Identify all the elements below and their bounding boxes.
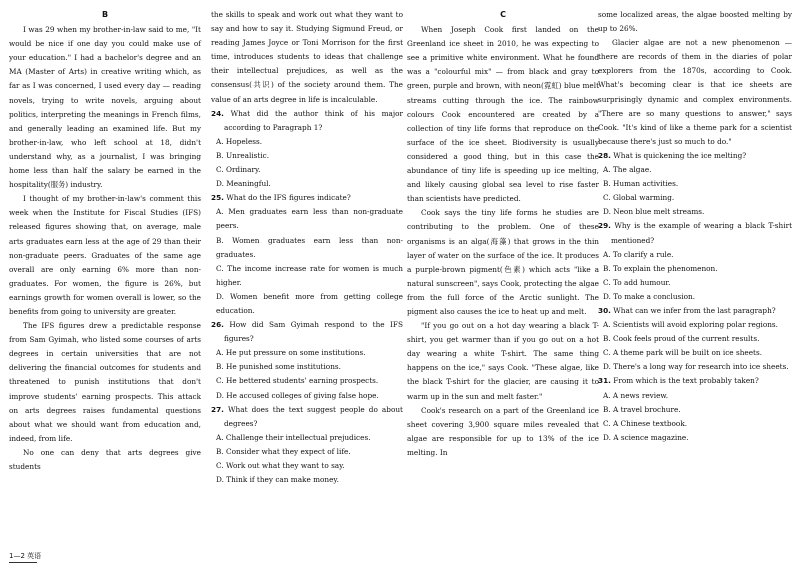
passage-b-paragraph-4: No one can deny that arts degrees give students bbox=[9, 447, 201, 471]
option-d: D. To make a conclusion. bbox=[603, 291, 696, 301]
option-d: D. Meaningful. bbox=[216, 179, 271, 189]
question-25 bbox=[211, 191, 403, 318]
passage-c-paragraph-3: "If you go out on a hot day wearing a black T-shirt, you get warmer than if you go out on a hot day wearing a white T-shirt. The same thing happens on the ice," says Cook. "These algae, like the black T-shirt for the glacier, are causing it to warm up in the sun and melt faster." bbox=[407, 321, 599, 401]
question-number: 27. bbox=[211, 404, 224, 414]
option-b: B. Unrealistic. bbox=[216, 150, 270, 160]
question-number: 25. bbox=[211, 193, 224, 203]
footer-divider bbox=[9, 562, 37, 563]
option-c: C. The income increase rate for women is much higher. bbox=[216, 263, 403, 287]
option-c: C. Work out what they want to say. bbox=[216, 461, 345, 470]
page-footer: 1—2 英语 bbox=[9, 552, 42, 560]
question-stem: What can we infer from the last paragraph? bbox=[613, 305, 776, 315]
option-b: B. Cook feels proud of the current results. bbox=[603, 334, 760, 344]
question-stem: What is quickening the ice melting? bbox=[613, 150, 747, 160]
section-title-c: C bbox=[500, 10, 506, 19]
option-d: D. There's a long way for research into ice sheets. bbox=[603, 362, 789, 372]
option-b: B. Consider what they expect of life. bbox=[216, 446, 351, 456]
column-2 bbox=[211, 8, 403, 487]
option-d: D. Women benefit more from getting college education. bbox=[216, 291, 403, 315]
option-a: A. He put pressure on some institutions. bbox=[216, 348, 366, 358]
option-b: B. Women graduates earn less than non-graduates. bbox=[216, 235, 403, 259]
option-c: C. He bettered students' earning prospects. bbox=[216, 376, 379, 386]
passage-c-paragraph-2: Cook says the tiny life forms he studies are contributing to the problem. One of these organisms is an alga(海藻) that grows in the thin layer of water on the surface of the ice. It produces a purple-brown pigment(色素) which acts "like a natural sunscreen", says Cook, protecting the algae from the full force of the Arctic sunlight. The pigment also causes the ice to heat up and melt. bbox=[407, 208, 599, 316]
passage-c-continuation: some localized areas, the algae boosted melting by up to 26%. bbox=[598, 10, 792, 34]
question-stem: From which is the text probably taken? bbox=[613, 376, 759, 386]
question-31 bbox=[598, 374, 792, 444]
question-29 bbox=[598, 219, 792, 304]
option-b: B. A travel brochure. bbox=[603, 404, 681, 414]
option-a: A. Hopeless. bbox=[216, 136, 263, 146]
option-a: A. To clarify a rule. bbox=[603, 249, 674, 259]
question-stem: What do the IFS figures indicate? bbox=[226, 193, 351, 203]
question-27 bbox=[211, 403, 403, 488]
option-a: A. A news review. bbox=[603, 390, 669, 400]
option-d: D. Think if they can make money. bbox=[216, 475, 339, 485]
option-a: A. Challenge their intellectual prejudices. bbox=[216, 432, 371, 442]
passage-b-paragraph-3: The IFS figures drew a predictable response from Sam Gyimah, who listed some courses of arts degrees in certain universities that are not delivering the financial outcomes for students and threatened to punish institutions that don't improve students' earning prospects. This attack on arts degrees raises fundamental questions about what we should want from education and, indeed, from life. bbox=[9, 321, 201, 443]
passage-c-paragraph-4: Cook's research on a part of the Greenland ice sheet covering 3,900 square miles revealed that algae are responsible for up to 13% of the ice melting. In bbox=[407, 405, 599, 457]
option-c: C. Ordinary. bbox=[216, 165, 261, 175]
question-number: 26. bbox=[211, 320, 224, 330]
option-a: A. The algae. bbox=[603, 165, 652, 175]
question-number: 31. bbox=[598, 376, 611, 386]
option-c: C. Global warming. bbox=[603, 193, 675, 203]
option-d: D. A science magazine. bbox=[603, 432, 689, 442]
column-3 bbox=[407, 8, 599, 460]
option-a: A. Scientists will avoid exploring polar regions. bbox=[603, 320, 778, 330]
column-4 bbox=[598, 8, 792, 445]
option-c: C. To add humour. bbox=[603, 277, 671, 287]
option-d: D. He accused colleges of giving false hope. bbox=[216, 390, 379, 400]
option-d: D. Neon blue melt streams. bbox=[603, 207, 705, 217]
question-stem: What did the author think of his major according to Paragraph 1? bbox=[224, 108, 404, 132]
question-number: 30. bbox=[598, 305, 611, 315]
option-b: B. Human activities. bbox=[603, 179, 679, 189]
option-b: B. He punished some institutions. bbox=[216, 362, 341, 372]
passage-b-paragraph-1: I was 29 when my brother-in-law said to me, "It would be nice if one day you could make use of your education." I had a bachelor's degree and an MA (Master of Arts) in creative writing which, as far as I was concerned, I used every day — reading novels, trying to write novels, arguing about politics, interpreting the meanings in French films, and generally leading an examined life. But my brother-in-law, who left school at 18, didn't understand why, as a journalist, I was bringing home less than half the salary be earned in the hospitality(服务) industry. bbox=[9, 25, 201, 190]
question-number: 24. bbox=[211, 108, 224, 118]
passage-c-paragraph-1: When Joseph Cook first landed on the Greenland ice sheet in 2010, he was expecting to see a primitive white environment. What he found was a "colourful mix" — from black and gray to green, purple and brown, with neon(霓虹) blue melt streams cutting through the ice. The rainbow colours Cook encountered are created by a collection of tiny life forms that reproduce on the surface of the ice sheet. Biodiversity is usually considered a good thing, but in this case the abundance of tiny life is speeding up ice melting, and likely causing global sea level to rise faster than scientists have predicted. bbox=[407, 25, 599, 204]
question-stem: Why is the example of wearing a black T-shirt mentioned? bbox=[611, 221, 793, 245]
question-number: 28. bbox=[598, 150, 611, 160]
option-c: C. A Chinese textbook. bbox=[603, 418, 688, 428]
question-24 bbox=[211, 107, 403, 192]
question-28 bbox=[598, 149, 792, 219]
passage-b-paragraph-2: I thought of my brother-in-law's comment this week when the Institute for Fiscal Studies (IFS) released figures showing that, on average, male arts graduates earn less at the age of 29 than their non-graduate peers. Graduates of the same age overall are only earning 6% more than non-graduates. For women, the figure is 26%, but earnings growth for women overall is lower, so the benefits from going to university are greater. bbox=[9, 194, 201, 316]
passage-c-paragraph-5: Glacier algae are not a new phenomenon — there are records of them in the diaries of polar explorers from the 1870s, according to Cook. What's becoming clear is that ice sheets are surprisingly dynamic and complex environments. "There are so many questions to answer," says Cook. "It's kind of like a theme park for a scientist because there's just so much to do." bbox=[598, 38, 792, 146]
passage-b-continuation: the skills to speak and work out what they want to say and how to say it. Studying Sigmund Freud, or reading James Joyce or Toni Morrison for the first time, introduces students to ideas that challenge their intellectual prejudices, as well as the consensus(共识) of the society around them. The value of an arts degree in life is incalculable. bbox=[211, 10, 403, 104]
question-26 bbox=[211, 318, 403, 403]
question-number: 29. bbox=[598, 221, 611, 231]
option-c: C. A theme park will be built on ice sheets. bbox=[603, 348, 763, 358]
column-1 bbox=[9, 8, 201, 474]
section-title-b: B bbox=[101, 10, 109, 19]
question-stem: How did Sam Gyimah respond to the IFS figures? bbox=[224, 320, 403, 344]
option-a: A. Men graduates earn less than non-graduate peers. bbox=[216, 207, 403, 231]
option-b: B. To explain the phenomenon. bbox=[603, 263, 718, 273]
question-stem: What does the text suggest people do about degrees? bbox=[224, 404, 403, 428]
question-30 bbox=[598, 304, 792, 374]
